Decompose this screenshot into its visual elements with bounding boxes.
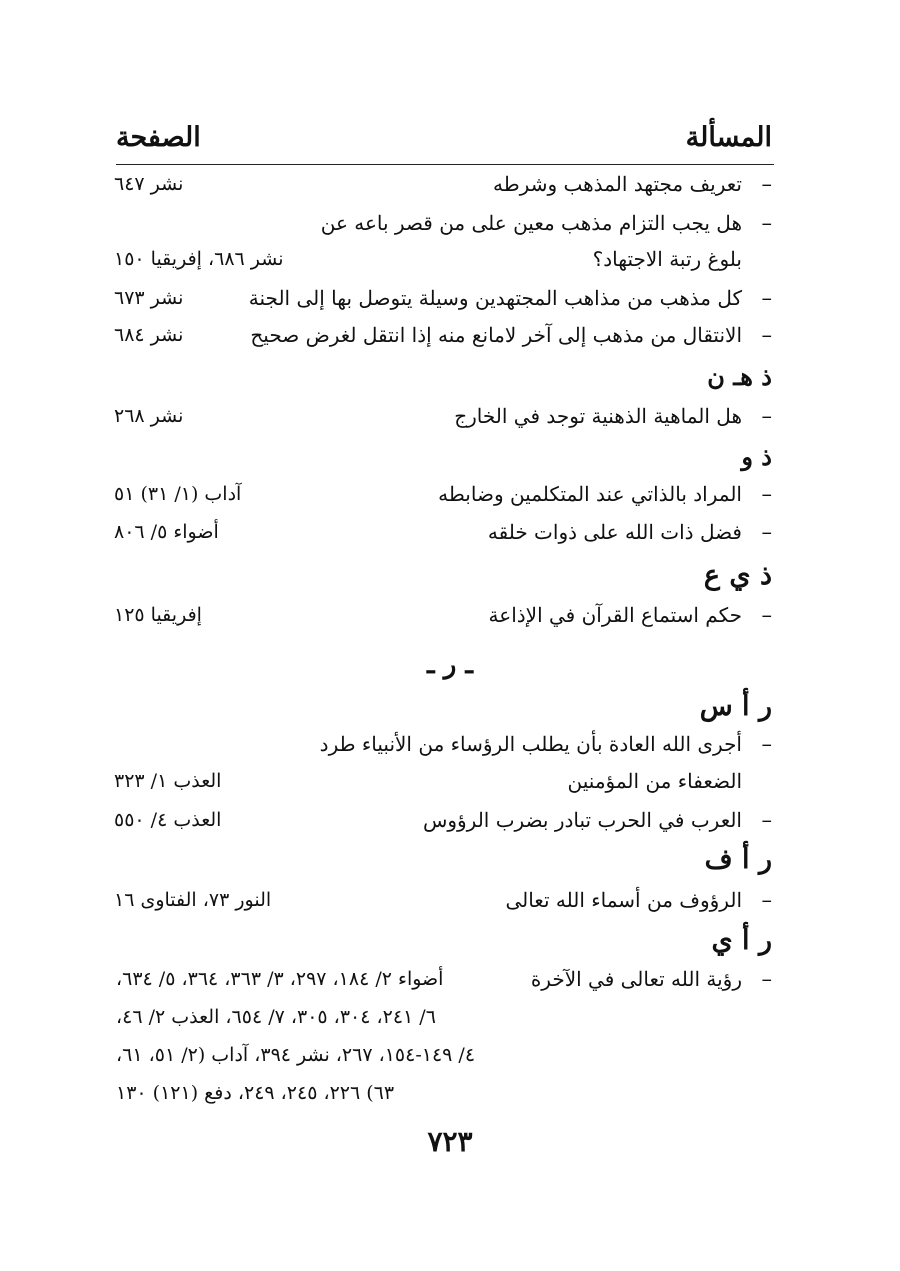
entry-reference: العذب ١/ ٣٢٣ bbox=[114, 770, 222, 792]
index-entry bbox=[114, 596, 772, 634]
entry-reference: أضواء ٥/ ٨٠٦ bbox=[114, 521, 219, 543]
index-entry-continuation bbox=[114, 240, 772, 278]
entry-text: المراد بالذاتي عند المتكلمين وضابطه bbox=[438, 482, 742, 506]
entry-text: الرؤوف من أسماء الله تعالى bbox=[505, 888, 742, 912]
index-entry bbox=[114, 279, 772, 317]
entry-reference-line: أضواء ٢/ ١٨٤، ٢٩٧، ٣/ ٣٦٣، ٣٦٤، ٥/ ٦٣٤، bbox=[116, 968, 444, 990]
entry-text: هل الماهية الذهنية توجد في الخارج bbox=[454, 404, 742, 428]
column-header-issue: المسألة bbox=[685, 122, 772, 153]
entry-reference: العذب ٤/ ٥٥٠ bbox=[114, 809, 222, 831]
bullet-dash: – bbox=[761, 211, 772, 235]
entry-reference: نشر ٦٧٣ bbox=[114, 287, 184, 309]
entry-text: العرب في الحرب تبادر بضرب الرؤوس bbox=[422, 808, 742, 832]
bullet-dash: – bbox=[761, 732, 772, 756]
bullet-dash: – bbox=[761, 482, 772, 506]
entry-reference: إفريقيا ١٢٥ bbox=[114, 604, 202, 626]
root-heading: ذ ي ع bbox=[703, 560, 772, 591]
bullet-dash: – bbox=[761, 323, 772, 347]
entry-text: فضل ذات الله على ذوات خلقه bbox=[487, 520, 742, 544]
entry-text: حكم استماع القرآن في الإذاعة bbox=[488, 603, 742, 627]
bullet-dash: – bbox=[761, 808, 772, 832]
column-header-page: الصفحة bbox=[116, 122, 201, 153]
index-entry bbox=[114, 316, 772, 354]
root-heading: ر أ س bbox=[699, 691, 772, 722]
entry-text: بلوغ رتبة الاجتهاد؟ bbox=[592, 247, 742, 271]
index-entry bbox=[114, 204, 772, 242]
bullet-dash: – bbox=[761, 888, 772, 912]
entry-reference: آداب (١/ ٣١) ٥١ bbox=[114, 483, 242, 505]
entry-text: رؤية الله تعالى في الآخرة bbox=[530, 967, 742, 991]
entry-reference: نشر ٢٦٨ bbox=[114, 405, 184, 427]
bullet-dash: – bbox=[761, 404, 772, 428]
entry-text: الانتقال من مذهب إلى آخر لامانع منه إذا انتقل لغرض صحيح bbox=[250, 323, 742, 347]
entry-text: تعريف مجتهد المذهب وشرطه bbox=[493, 172, 742, 196]
section-letter-heading: ـ ر ـ bbox=[427, 650, 473, 680]
index-entry bbox=[114, 397, 772, 435]
root-heading: ذ و bbox=[741, 442, 772, 471]
index-entry bbox=[114, 475, 772, 513]
entry-reference: نشر ٦٨٦، إفريقيا ١٥٠ bbox=[114, 248, 284, 270]
index-entry bbox=[114, 513, 772, 551]
index-entry bbox=[114, 801, 772, 839]
entry-reference-line: ٦٣) ٢٢٦، ٢٤٥، ٢٤٩، دفع (١٢١) ١٣٠ bbox=[116, 1082, 395, 1104]
index-entry bbox=[114, 881, 772, 919]
entry-reference-line: ٤/ ١٤٩-١٥٤، ٢٦٧، نشر ٣٩٤، آداب (٢/ ٥١، ٦١، bbox=[116, 1044, 476, 1066]
bullet-dash: – bbox=[761, 520, 772, 544]
entry-text: كل مذهب من مذاهب المجتهدين وسيلة يتوصل بها إلى الجنة bbox=[248, 286, 742, 310]
entry-reference-line: ٦/ ٢٤١، ٣٠٤، ٣٠٥، ٧/ ٦٥٤، العذب ٢/ ٤٦، bbox=[116, 1006, 436, 1028]
index-entry bbox=[114, 165, 772, 203]
bullet-dash: – bbox=[761, 286, 772, 310]
entry-text: هل يجب التزام مذهب معين على من قصر باعه عن bbox=[320, 211, 742, 235]
bullet-dash: – bbox=[761, 967, 772, 991]
entry-reference: نشر ٦٨٤ bbox=[114, 324, 184, 346]
root-heading: ر أ ف bbox=[704, 844, 772, 875]
index-entry bbox=[114, 725, 772, 763]
bullet-dash: – bbox=[761, 172, 772, 196]
entry-text: الضعفاء من المؤمنين bbox=[567, 769, 742, 793]
root-heading: ذ هـ ن bbox=[707, 362, 772, 391]
entry-reference: النور ٧٣، الفتاوى ١٦ bbox=[114, 889, 272, 911]
index-entry-continuation bbox=[114, 762, 772, 800]
entry-text: أجرى الله العادة بأن يطلب الرؤساء من الأنبياء طرد bbox=[319, 732, 742, 756]
bullet-dash: – bbox=[761, 603, 772, 627]
page-number: ٧٢٣ bbox=[427, 1125, 473, 1158]
entry-reference: نشر ٦٤٧ bbox=[114, 173, 184, 195]
root-heading: ر أ ي bbox=[711, 925, 772, 956]
